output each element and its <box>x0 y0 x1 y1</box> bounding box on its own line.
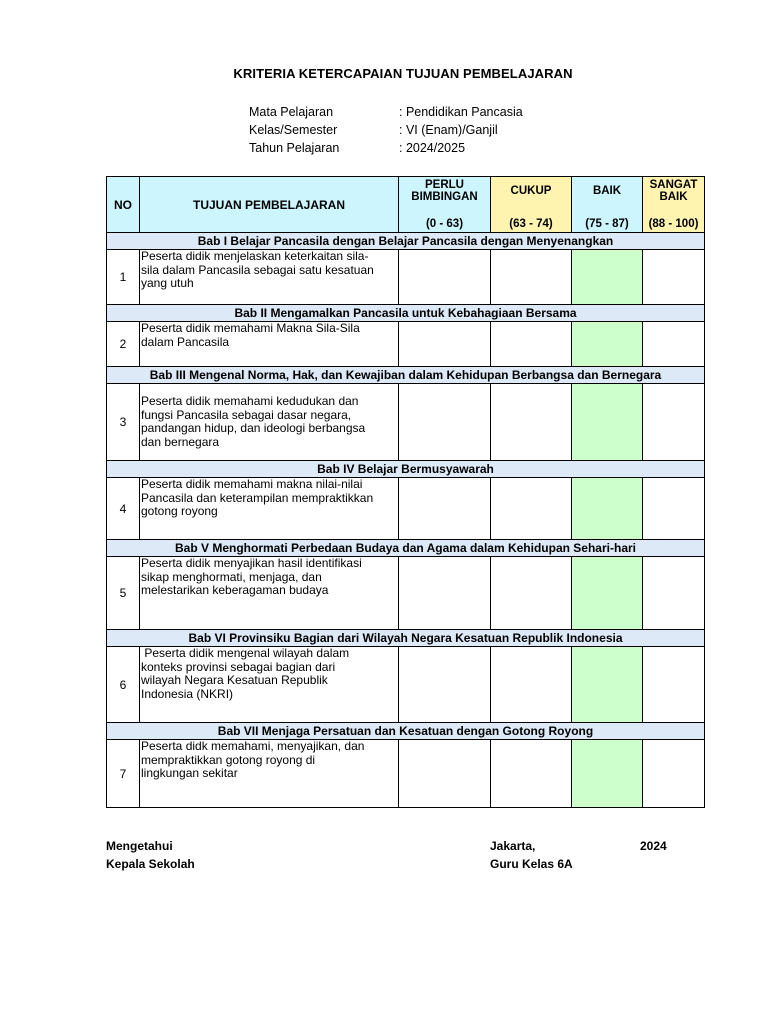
header-cukup <box>491 177 572 233</box>
cell-sangat-baik[interactable] <box>643 322 705 367</box>
section-row <box>107 540 705 557</box>
cell-cukup[interactable] <box>491 647 572 723</box>
table-row <box>107 384 705 461</box>
header-row <box>107 177 705 233</box>
objective-line: sila dalam Pancasila sebagai satu kesatuan <box>141 262 374 277</box>
meta-label: Mata Pelajaran <box>249 105 334 119</box>
objective-line: dalam Pancasila <box>141 334 230 349</box>
cell-cukup[interactable] <box>491 557 572 630</box>
table-row <box>107 322 705 367</box>
row-number: 4 <box>107 478 140 540</box>
cell-sangat-baik[interactable] <box>643 740 705 808</box>
cell-baik[interactable] <box>572 557 643 630</box>
header-perlu-bimbingan <box>399 177 491 233</box>
row-number: 7 <box>107 740 140 808</box>
cell-sangat-baik[interactable] <box>643 250 705 305</box>
sign-guru-kelas: Guru Kelas 6A <box>490 857 573 871</box>
table-row <box>107 647 705 723</box>
cell-perlu[interactable] <box>399 322 491 367</box>
objective-line: Peserta didik menjelaskan keterkaitan sila- <box>141 249 369 263</box>
objective-line: wilayah Negara Kesatuan Republik <box>141 673 328 687</box>
section-row <box>107 233 705 250</box>
meta-label: Kelas/Semester <box>249 123 338 137</box>
objective-line: Peserta didik menyajikan hasil identifikasi <box>141 556 362 570</box>
row-number: 3 <box>107 384 140 461</box>
header-perlu-line2: BIMBINGAN <box>411 191 478 203</box>
section-title: Bab VI Provinsiku Bagian dari Wilayah Negara Kesatuan Republik Indonesia <box>107 630 705 647</box>
objective-line: Peserta didik mengenal wilayah dalam <box>141 646 350 660</box>
table-row <box>107 740 705 808</box>
row-objective <box>140 384 399 461</box>
cell-baik[interactable] <box>572 322 643 367</box>
section-row <box>107 367 705 384</box>
objective-line: fungsi Pancasila sebagai dasar negara, <box>141 407 352 422</box>
cell-baik[interactable] <box>572 478 643 540</box>
criteria-table <box>106 176 705 808</box>
row-objective <box>140 322 399 367</box>
table-row <box>107 557 705 630</box>
row-number: 6 <box>107 647 140 723</box>
header-baik-label: BAIK <box>592 185 622 197</box>
header-sangat-line2: BAIK <box>659 191 688 203</box>
section-title: Bab II Mengamalkan Pancasila untuk Kebahagiaan Bersama <box>107 305 705 322</box>
objective-line: Pancasila dan keterampilan mempraktikkan <box>141 490 374 505</box>
sign-city: Jakarta, <box>490 839 536 853</box>
header-baik <box>572 177 643 233</box>
section-title: Bab I Belajar Pancasila dengan Belajar Pancasila dengan Menyenangkan <box>107 233 705 250</box>
sign-year: 2024 <box>640 839 667 853</box>
page-title: KRITERIA KETERCAPAIAN TUJUAN PEMBELAJARAN <box>233 66 573 81</box>
cell-perlu[interactable] <box>399 740 491 808</box>
meta-label: Tahun Pelajaran <box>249 141 340 155</box>
cell-baik[interactable] <box>572 384 643 461</box>
section-row <box>107 305 705 322</box>
section-row <box>107 461 705 478</box>
header-perlu-line1: PERLU <box>425 179 464 191</box>
cell-perlu[interactable] <box>399 647 491 723</box>
row-number: 1 <box>107 250 140 305</box>
header-cukup-label: CUKUP <box>510 185 552 197</box>
row-objective <box>140 250 399 305</box>
section-title: Bab IV Belajar Bermusyawarah <box>107 461 705 478</box>
section-title: Bab V Menghormati Perbedaan Budaya dan Agama dalam Kehidupan Sehari-hari <box>107 540 705 557</box>
header-sangat-line1: SANGAT <box>649 179 698 191</box>
objective-line: Peserta didik memahami makna nilai-nilai <box>141 477 363 491</box>
objective-line: Peserta didik memahami kedudukan dan <box>141 394 359 408</box>
cell-cukup[interactable] <box>491 478 572 540</box>
cell-cukup[interactable] <box>491 250 572 305</box>
header-tujuan: TUJUAN PEMBELAJARAN <box>140 177 399 233</box>
objective-line: yang utuh <box>141 276 194 290</box>
cell-baik[interactable] <box>572 740 643 808</box>
objective-line: lingkungan sekitar <box>141 766 238 780</box>
meta-value: : Pendidikan Pancasia <box>399 105 523 119</box>
objective-line: gotong royong <box>141 504 218 518</box>
cell-baik[interactable] <box>572 647 643 723</box>
objective-line: melestarikan keberagaman budaya <box>141 583 329 597</box>
row-number: 2 <box>107 322 140 367</box>
row-objective <box>140 740 399 808</box>
objective-line: pandangan hidup, dan ideologi berbangsa <box>141 421 366 435</box>
objective-line: Peserta didik memahami Makna Sila-Sila <box>141 321 360 335</box>
cell-perlu[interactable] <box>399 478 491 540</box>
cell-sangat-baik[interactable] <box>643 384 705 461</box>
cell-sangat-baik[interactable] <box>643 557 705 630</box>
header-perlu-range: (0 - 63) <box>425 218 464 230</box>
objective-line: mempraktikkan gotong royong di <box>141 752 316 767</box>
cell-perlu[interactable] <box>399 384 491 461</box>
objective-line: sikap menghormati, menjaga, dan <box>141 569 322 584</box>
table-row <box>107 250 705 305</box>
cell-perlu[interactable] <box>399 250 491 305</box>
cell-sangat-baik[interactable] <box>643 647 705 723</box>
header-cukup-range: (63 - 74) <box>509 218 553 230</box>
cell-perlu[interactable] <box>399 557 491 630</box>
objective-line: Peserta didk memahami, menyajikan, dan <box>141 739 365 753</box>
header-no: NO <box>107 177 140 233</box>
section-row <box>107 723 705 740</box>
section-title: Bab VII Menjaga Persatuan dan Kesatuan dengan Gotong Royong <box>107 723 705 740</box>
objective-line: Indonesia (NKRI) <box>141 686 234 701</box>
cell-cukup[interactable] <box>491 322 572 367</box>
section-row <box>107 630 705 647</box>
sign-kepala-sekolah: Kepala Sekolah <box>106 857 195 871</box>
row-objective <box>140 478 399 540</box>
header-sangat-baik <box>643 177 705 233</box>
cell-cukup[interactable] <box>491 740 572 808</box>
sign-mengetahui: Mengetahui <box>106 839 173 853</box>
objective-line: dan bernegara <box>141 434 220 449</box>
row-objective <box>140 557 399 630</box>
cell-sangat-baik[interactable] <box>643 478 705 540</box>
cell-baik[interactable] <box>572 250 643 305</box>
objective-line: konteks provinsi sebagai bagian dari <box>141 659 336 674</box>
cell-cukup[interactable] <box>491 384 572 461</box>
row-objective <box>140 647 399 723</box>
meta-value: : VI (Enam)/Ganjil <box>399 123 498 137</box>
meta-value: : 2024/2025 <box>399 141 466 155</box>
header-sangat-range: (88 - 100) <box>648 218 699 230</box>
row-number: 5 <box>107 557 140 630</box>
table-row <box>107 478 705 540</box>
section-title: Bab III Mengenal Norma, Hak, dan Kewajiban dalam Kehidupan Berbangsa dan Bernegara <box>107 367 705 384</box>
header-baik-range: (75 - 87) <box>585 218 629 230</box>
